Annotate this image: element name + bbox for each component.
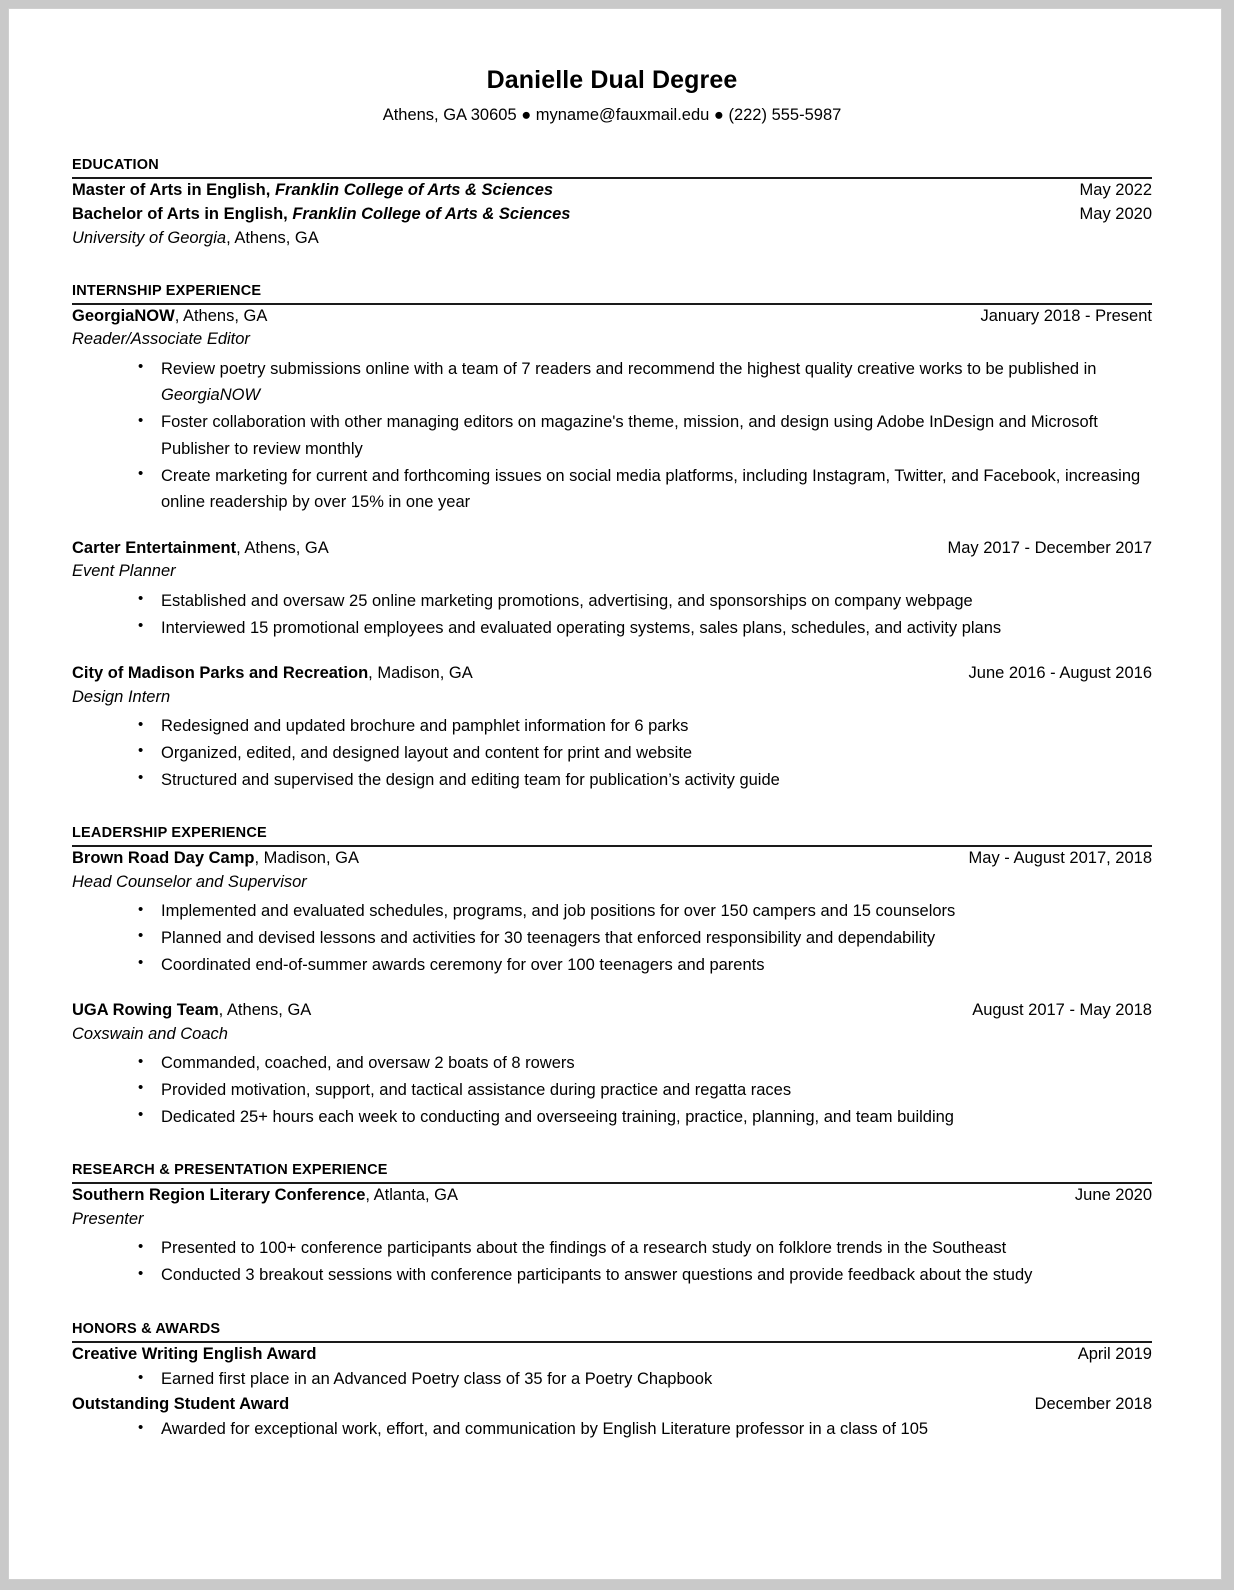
entry-role: Design Intern <box>72 687 171 706</box>
bullet-list <box>72 356 1152 516</box>
bullet-list <box>72 1366 1152 1393</box>
bullet-item: • Commanded, coached, and oversaw 2 boats of 8 rowers <box>72 1050 1152 1077</box>
award-name: Creative Writing English Award <box>72 1344 317 1363</box>
entry-role: Event Planner <box>72 562 176 581</box>
resume-content <box>72 9 1152 1443</box>
entry-date: August 2017 - May 2018 <box>972 1001 1152 1020</box>
experience-entry <box>72 537 1152 641</box>
entry-organization: UGA Rowing Team, Athens, GA <box>72 1001 312 1020</box>
entry-date: June 2020 <box>1074 1186 1152 1205</box>
bullet-list <box>72 1416 1152 1443</box>
entry-organization: Carter Entertainment, Athens, GA <box>72 538 329 557</box>
entry-header <box>72 305 1152 328</box>
entry-spacer <box>72 641 1152 662</box>
entry-organization: Southern Region Literary Conference, Atlanta, GA <box>72 1186 459 1205</box>
leadership-entries <box>72 847 1152 1130</box>
bullet-list <box>72 1235 1152 1288</box>
bullet-item: • Organized, edited, and designed layout and content for print and website <box>72 740 1152 767</box>
entry-organization: City of Madison Parks and Recreation, Madison, GA <box>72 664 473 683</box>
entry-organization: Brown Road Day Camp, Madison, GA <box>72 849 359 868</box>
entry-role: Head Counselor and Supervisor <box>72 872 307 891</box>
bullet-item: • Foster collaboration with other managing editors on magazine's theme, mission, and design using Adobe InDesign and Microsoft Publisher to review monthly <box>72 409 1152 462</box>
entry-organization: GeorgiaNOW, Athens, GA <box>72 306 268 325</box>
bullet-item: • Dedicated 25+ hours each week to conducting and overseeing training, practice, planning, and team building <box>72 1104 1152 1131</box>
award-date: December 2018 <box>1034 1395 1152 1414</box>
bullet-item: • Redesigned and updated brochure and pamphlet information for 6 parks <box>72 713 1152 740</box>
award-header <box>72 1393 1152 1416</box>
experience-entry <box>72 305 1152 516</box>
experience-entry <box>72 847 1152 978</box>
section-education <box>72 156 1152 250</box>
bullet-list <box>72 588 1152 641</box>
section-research <box>72 1161 1152 1288</box>
award-date: April 2019 <box>1077 1344 1152 1363</box>
entry-role: Coxswain and Coach <box>72 1024 228 1043</box>
bullet-item: • Presented to 100+ conference participants about the findings of a research study on folklore trends in the Southeast <box>72 1235 1152 1262</box>
bullet-item: • Interviewed 15 promotional employees and evaluated operating systems, sales plans, schedules, and activity plans <box>72 615 1152 642</box>
entry-date: May 2017 - December 2017 <box>947 538 1152 557</box>
section-internship <box>72 282 1152 794</box>
resume-page <box>8 8 1222 1580</box>
resume-header <box>72 9 1152 125</box>
degree-title: Master of Arts in English, Franklin College of Arts & Sciences <box>72 181 554 200</box>
honors-entries <box>72 1343 1152 1443</box>
education-school: University of Georgia, Athens, GA <box>72 228 319 247</box>
education-degree-row <box>72 203 1152 227</box>
entry-header <box>72 999 1152 1022</box>
resume-sheet <box>9 9 1221 1579</box>
entry-spacer <box>72 516 1152 537</box>
bullet-list <box>72 898 1152 978</box>
bullet-list <box>72 1050 1152 1130</box>
entry-header <box>72 662 1152 685</box>
bullet-item: • Review poetry submissions online with a team of 7 readers and recommend the highest quality creative works to be published in GeorgiaNOW <box>72 356 1152 409</box>
award-name: Outstanding Student Award <box>72 1395 290 1414</box>
award-entry <box>72 1393 1152 1443</box>
internship-entries <box>72 305 1152 793</box>
bullet-item: • Coordinated end-of-summer awards ceremony for over 100 teenagers and parents <box>72 952 1152 979</box>
section-title-leadership: LEADERSHIP EXPERIENCE <box>72 824 1152 847</box>
bullet-emphasis: GeorgiaNOW <box>161 386 261 405</box>
section-title-education: EDUCATION <box>72 156 1152 179</box>
section-honors <box>72 1320 1152 1443</box>
entry-header <box>72 1184 1152 1207</box>
entry-spacer <box>72 978 1152 999</box>
section-title-honors: HONORS & AWARDS <box>72 1320 1152 1343</box>
bullet-item: • Planned and devised lessons and activities for 30 teenagers that enforced responsibility and dependability <box>72 925 1152 952</box>
bullet-item: • Structured and supervised the design and editing team for publication’s activity guide <box>72 767 1152 794</box>
entry-header <box>72 847 1152 870</box>
section-leadership <box>72 824 1152 1130</box>
entry-role: Presenter <box>72 1209 144 1228</box>
candidate-name: Danielle Dual Degree <box>486 66 738 94</box>
entry-role: Reader/Associate Editor <box>72 330 250 349</box>
bullet-item: • Established and oversaw 25 online marketing promotions, advertising, and sponsorships on company webpage <box>72 588 1152 615</box>
section-title-research: RESEARCH & PRESENTATION EXPERIENCE <box>72 1161 1152 1184</box>
experience-entry <box>72 1184 1152 1288</box>
entry-date: January 2018 - Present <box>980 306 1152 325</box>
research-entries <box>72 1184 1152 1288</box>
bullet-item: • Awarded for exceptional work, effort, and communication by English Literature professor in a class of 105 <box>72 1416 1152 1443</box>
education-degree-row <box>72 179 1152 203</box>
entry-date: May - August 2017, 2018 <box>968 849 1152 868</box>
entry-date: June 2016 - August 2016 <box>968 664 1152 683</box>
award-header <box>72 1343 1152 1366</box>
contact-line: Athens, GA 30605 ● myname@fauxmail.edu ● (222) 555-5987 <box>382 105 842 124</box>
bullet-item: • Earned first place in an Advanced Poetry class of 35 for a Poetry Chapbook <box>72 1366 1152 1393</box>
experience-entry <box>72 662 1152 793</box>
entry-header <box>72 537 1152 560</box>
award-entry <box>72 1343 1152 1393</box>
degree-date: May 2020 <box>1079 205 1152 224</box>
bullet-item: • Create marketing for current and forthcoming issues on social media platforms, including Instagram, Twitter, and Facebook, increasing online readership by over 15% in one year <box>72 463 1152 516</box>
education-entries <box>72 179 1152 250</box>
bullet-list <box>72 713 1152 793</box>
bullet-item: • Implemented and evaluated schedules, programs, and job positions for over 150 campers and 15 counselors <box>72 898 1152 925</box>
section-title-internship: INTERNSHIP EXPERIENCE <box>72 282 1152 305</box>
bullet-item: • Conducted 3 breakout sessions with conference participants to answer questions and provide feedback about the study <box>72 1262 1152 1289</box>
experience-entry <box>72 999 1152 1130</box>
bullet-item: • Provided motivation, support, and tactical assistance during practice and regatta races <box>72 1077 1152 1104</box>
degree-title: Bachelor of Arts in English, Franklin College of Arts & Sciences <box>72 205 571 224</box>
degree-date: May 2022 <box>1079 181 1152 200</box>
